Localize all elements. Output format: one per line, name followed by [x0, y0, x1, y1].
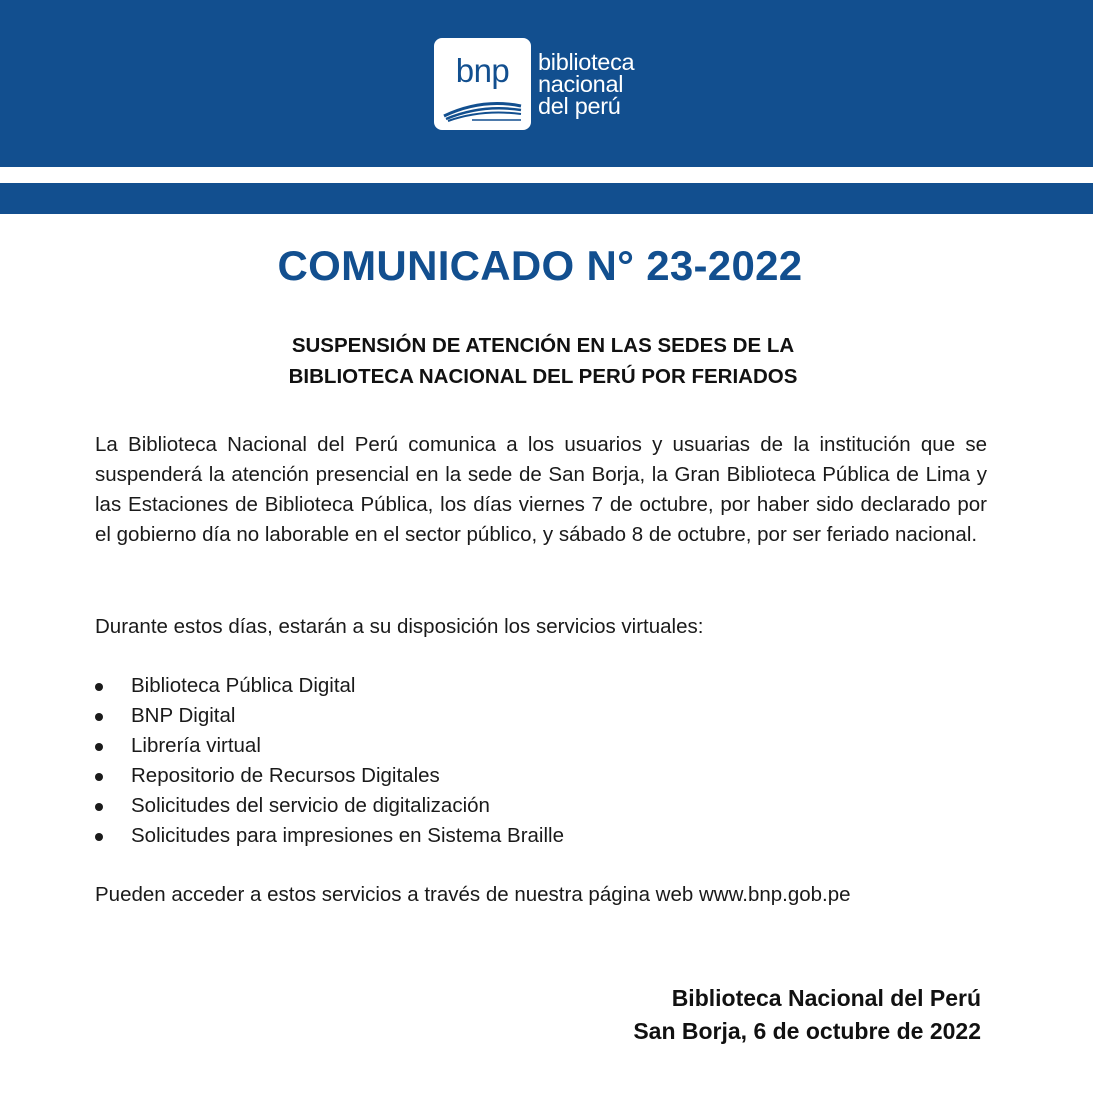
- bnp-logo: [434, 38, 634, 130]
- list-item: Librería virtual: [95, 731, 564, 761]
- services-list: [95, 671, 564, 851]
- paragraph-website: Pueden acceder a estos servicios a través de nuestra página web www.bnp.gob.pe: [95, 883, 851, 906]
- list-item: BNP Digital: [95, 701, 564, 731]
- communique-title: COMUNICADO N° 23-2022: [277, 242, 803, 289]
- header-band: [0, 0, 1093, 167]
- logo-name-line-2: nacional: [538, 71, 624, 97]
- signature-institution: Biblioteca Nacional del Perú: [671, 985, 981, 1011]
- subtitle-line-2: BIBLIOTECA NACIONAL DEL PERÚ POR FERIADOS: [288, 365, 798, 388]
- paragraph-services-intro: Durante estos días, estarán a su disposición los servicios virtuales:: [95, 615, 704, 638]
- signature-place-date: San Borja, 6 de octubre de 2022: [633, 1018, 981, 1044]
- communique-subtitle: [0, 330, 1086, 392]
- logo-mark: [434, 38, 531, 130]
- logo-waves-icon: [442, 92, 523, 122]
- logo-abbreviation: bnp: [455, 52, 510, 89]
- list-item: Biblioteca Pública Digital: [95, 671, 564, 701]
- logo-name-line-1: biblioteca: [538, 49, 635, 75]
- list-item: Repositorio de Recursos Digitales: [95, 761, 564, 791]
- logo-wordmark: [538, 51, 634, 117]
- list-item: Solicitudes para impresiones en Sistema Braille: [95, 821, 564, 851]
- list-item: Solicitudes del servicio de digitalización: [95, 791, 564, 821]
- signature-block: [633, 982, 981, 1048]
- header-stripe: [0, 183, 1093, 214]
- paragraph-announcement: La Biblioteca Nacional del Perú comunica a los usuarios y usuarias de la institución que se suspenderá la atención presencial en la sede de San Borja, la Gran Biblioteca Pública de Lima y las Estaciones de Biblioteca Pública, los días viernes 7 de octubre, por haber sido declarado por el gobierno día no laborable en el sector público, y sábado 8 de octubre, por ser feriado nacional.: [95, 433, 987, 546]
- subtitle-line-1: SUSPENSIÓN DE ATENCIÓN EN LAS SEDES DE LA: [291, 334, 795, 357]
- logo-name-line-3: del perú: [538, 93, 621, 119]
